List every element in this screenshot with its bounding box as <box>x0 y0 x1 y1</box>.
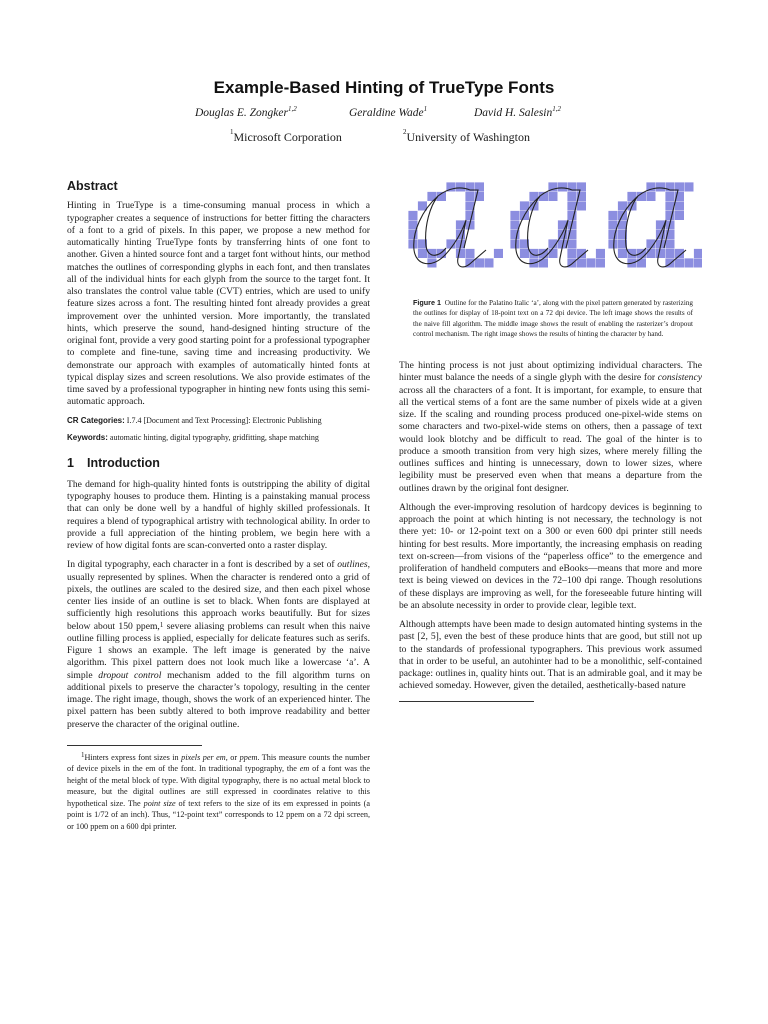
footnote: $^1$Hinters express font sizes in pixels per em, or ppem. This measure counts the number of device pixels in the em of the font. In traditional typography, the em of a font was the height of the metal block of type. With digital typography, there is no actual metal block to measure, but the digital outlines are still expressed in coordinates relative to this hypothetical size. The point size of text refers to the size of its em expressed in points (a point is 1/72 of an inch). Thus, “12-point text” corresponds to 12 ppem on a 72 dpi screen, or 100 ppem on a 600 dpi printer. <box>67 750 371 831</box>
footnote-marker: 1 <box>159 620 164 629</box>
abstract-heading: Abstract <box>67 179 118 193</box>
paper-title: Example-Based Hinting of TrueType Fonts <box>213 78 555 97</box>
cr-categories: CR Categories: I.7.4 [Document and Text Processing]: Electronic Publishing <box>67 415 322 425</box>
dropout-control-glyph <box>510 182 605 277</box>
intro-paragraph: The demand for high-quality hinted fonts is outstripping the ability of digital typography houses to produce them. Hinting is a painstaking manual process that can only be done well by a handful of highly skilled professionals. It requires a blend of typographical artistry with technological ability. In order to provide a full appreciation of the hinting problem, we begin here with a review of how digital fonts are scan-converted onto a raster display. <box>67 478 370 551</box>
keywords: Keywords: automatic hinting, digital typography, gridfitting, shape matching <box>67 433 319 442</box>
body-paragraph: Although the ever-improving resolution of hardcopy devices is beginning to approach the point at which hinting is not necessary, the technology is not there yet: 10- or 12-point text on a 300 or even 600 dpi printer still needs hinting for best results. More importantly, the increasing emphasis on reading text on-screen—from visions of the “paperless office” to the emergence and proliferation of handheld computers and eBooks—means that more and more text is being viewed on devices in the 72–100 dpi range. Though resolutions of these displays are improving as well, for the foreseeable future hinting will be an absolute necessity in order to provide clear, legible text. <box>399 501 702 611</box>
hand-hinted-glyph <box>608 182 702 277</box>
author: Douglas E. Zongker$^{1,2}$ <box>195 105 297 119</box>
intro-paragraph: In digital typography, each character in a font is described by a set of outlines, usually represented by splines. When the character is rendered onto a grid of pixels, the outlines are scaled to the desired size, and then each pixel whose center lies inside of an outline is set to black. When fonts are displayed at sufficiently high resolutions this approach works beautifully. But for sizes below about 150 ppem,$^1$ severe aliasing problems can result when this naive outline filling process is applied, especially for delicate features such as serifs. Figure 1 shows an example. The left image is generated by the naive algorithm. This pixel pattern does not look much like a lowercase ‘a’. A simple dropout control mechanism added to the fill algorithm turns on additional pixels to preserve the character’s topology, resulting in the center image. The right image, though, shows the work of an experienced hinter. The pixel pattern has been subtly altered to both improve readability and better preserve the character of the original outline. <box>67 559 371 730</box>
section-heading-introduction: 1 Introduction <box>67 455 160 470</box>
abstract-text: Hinting in TrueType is a time-consuming manual process in which a typographer creates a sequence of instructions for better fitting the characters of a font to a grid of pixels. In this paper, we propose a new method for automatically hinting TrueType fonts by transferring hints of one font to another. Given a hinted source font and a target font without hints, our method matches the outlines of corresponding glyphs in each font, and then translates all of the individual hints for each glyph from the source to the target font. It also translates the control value table (CVT) entries, which are used to unify feature sizes across a font. The resulting hinted font already provides a great improvement over the unhinted version. More importantly, the translated hints, which preserve the sound, hand-designed hinting structure of the original font, provide a very good starting point for a professional typographer to complete and fine-tune, saving time and increasing productivity. We demonstrate our approach with examples of automatically hinted fonts at typical display sizes and screen resolutions. We also provide estimates of the time saved by a professional typographer in hinting new fonts using this semi-automatic approach. <box>67 200 370 408</box>
figure-1-caption: Figure 1 Outline for the Palatino Italic ‘a’, along with the pixel pattern generated by rasterizing the outlines for display of 18-point text on a 72 dpi device. The left image shows the results of the naive fill algorithm. The middle image shows the result of enabling the rasterizer’s dropout control mechanism. The right image shows the results of hinting the character by hand. <box>413 298 694 339</box>
figure-1-image <box>400 178 702 294</box>
naive-fill-glyph <box>408 182 503 277</box>
affiliation: $^1$Microsoft Corporation <box>230 128 342 144</box>
right-column <box>399 360 702 702</box>
affiliation: $^2$University of Washington <box>403 128 530 144</box>
left-column <box>67 180 370 832</box>
footnote-rule <box>67 745 202 746</box>
body-paragraph: Although attempts have been made to design automated hinting systems in the past [2, 5], even the best of these produce hints that are good, but still not up to the standards of professional typographers. This previous work assumed that in order to be useful, an autohinter had to be a monolithic, self-contained package: outlines in, quality hints out. That is an admirable goal, and it may be achieved someday. However, given the detailed, aesthetically-based nature <box>399 619 702 692</box>
author: Geraldine Wade$^1$ <box>349 105 428 119</box>
author: David H. Salesin$^{1,2}$ <box>474 105 562 119</box>
column-end-rule <box>399 701 534 702</box>
body-paragraph: The hinting process is not just about optimizing individual characters. The hinter must balance the needs of a single glyph with the desire for consistency across all the characters of a font. It is important, for example, to ensure that all the vertical stems of a font are the same number of pixels wide at a given size. If the scaling and rounding process produced one-pixel-wide stems on some characters and two-pixel-wide stems on others, then a passage of text would look blotchy and be difficult to read. The goal of the hinter is to produce a smooth transition from very high sizes, where merely filling the outlines suffices and hinting is unnecessary, down to lower sizes, where legibility must be preserved even when that means a departure from the outlines drawn by the original font designer. <box>399 360 702 494</box>
